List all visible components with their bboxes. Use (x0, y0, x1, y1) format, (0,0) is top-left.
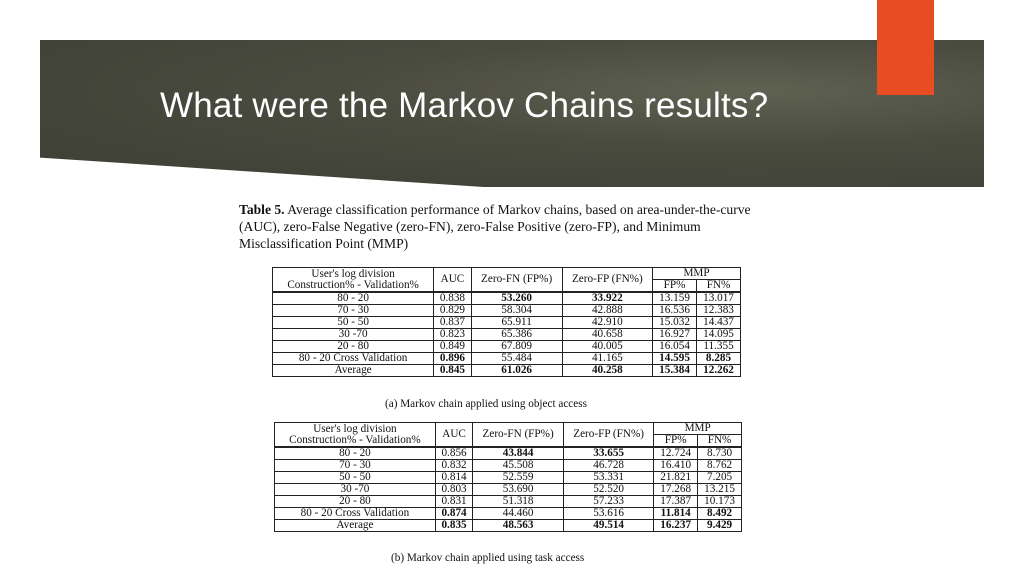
table-row: 50 - 50 0.814 52.559 53.331 21.821 7.205 (275, 472, 742, 484)
table-row: 70 - 30 0.829 58.304 42.888 16.536 12.383 (273, 305, 741, 317)
table-row-average: Average 0.845 61.026 40.258 15.384 12.262 (273, 365, 741, 377)
table-row: 80 - 20 0.838 53.260 33.922 13.159 13.017 (273, 292, 741, 305)
header-mmp: MMP (654, 423, 742, 435)
table-row: 30 -70 0.823 65.386 40.658 16.927 14.095 (273, 329, 741, 341)
table-row: 80 - 20 Cross Validation 0.874 44.460 53.616 11.814 8.492 (275, 508, 742, 520)
subcaption-object-access: (a) Markov chain applied using object access (385, 398, 587, 410)
table-row: 50 - 50 0.837 65.911 42.910 15.032 14.437 (273, 317, 741, 329)
table-row: 70 - 30 0.832 45.508 46.728 16.410 8.762 (275, 460, 742, 472)
header-zero-fp: Zero-FP (FN%) (563, 423, 653, 448)
header-division (273, 268, 434, 293)
results-table-object-access (272, 267, 741, 377)
header-mmp-fp: FP% (653, 280, 697, 293)
slide-title: What were the Markov Chains results? (160, 86, 769, 125)
header-mmp-fp: FP% (654, 435, 698, 448)
header-mmp: MMP (653, 268, 741, 280)
header-division-line1: User's log division (313, 422, 397, 435)
table-row: 80 - 20 0.856 43.844 33.655 12.724 8.730 (275, 447, 742, 460)
table-row-average: Average 0.835 48.563 49.514 16.237 9.429 (275, 520, 742, 532)
header-zero-fn: Zero-FN (FP%) (471, 268, 562, 293)
table-row: 20 - 80 0.831 51.318 57.233 17.387 10.173 (275, 496, 742, 508)
table-caption-label: Table 5. (239, 202, 285, 217)
table-caption (239, 201, 779, 253)
header-division-line2: Construction% - Validation% (287, 278, 419, 291)
header-zero-fp: Zero-FP (FN%) (562, 268, 652, 293)
header-mmp-fn: FN% (697, 280, 741, 293)
header-division-line2: Construction% - Validation% (289, 433, 421, 446)
header-division-line1: User's log division (311, 267, 395, 280)
table-row: 30 -70 0.803 53.690 52.520 17.268 13.215 (275, 484, 742, 496)
accent-tab (877, 0, 934, 95)
header-auc: AUC (434, 268, 471, 293)
table-row: 20 - 80 0.849 67.809 40.005 16.054 11.355 (273, 341, 741, 353)
header-division (275, 423, 436, 448)
header-zero-fn: Zero-FN (FP%) (473, 423, 564, 448)
header-auc: AUC (435, 423, 472, 448)
results-table-task-access (274, 422, 742, 532)
subcaption-task-access: (b) Markov chain applied using task access (391, 552, 585, 564)
header-mmp-fn: FN% (698, 435, 742, 448)
table-row: 80 - 20 Cross Validation 0.896 55.484 41.165 14.595 8.285 (273, 353, 741, 365)
table-caption-text: Average classification performance of Markov chains, based on area-under-the-curve (AUC), zero-False Negative (zero-FN), zero-False Positive (zero-FP), and Minimum Misclassification Point (MMP) (239, 202, 751, 252)
